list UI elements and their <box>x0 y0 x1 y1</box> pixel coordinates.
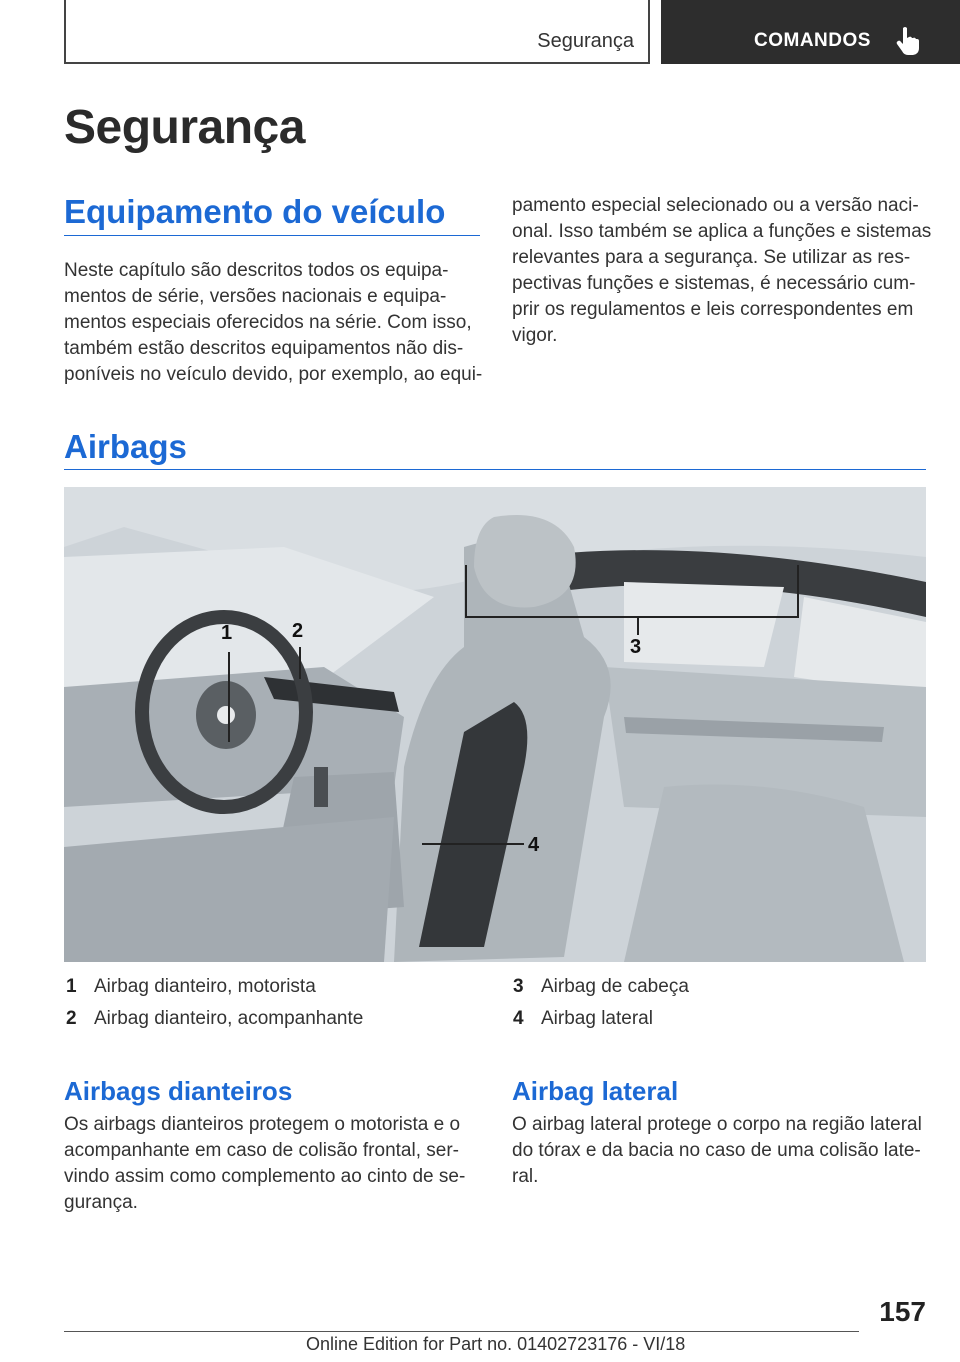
legend-item <box>66 1003 363 1035</box>
text-line: gurança. <box>64 1192 138 1213</box>
legend-item <box>66 971 363 1003</box>
text-line: pamento especial selecionado ou a versão naci‐ <box>512 195 919 216</box>
text-line: também estão descritos equipamentos não dis‐ <box>64 338 464 359</box>
text-line: pectivas funções e sistemas, é necessário cum‐ <box>512 273 916 294</box>
page-number: 157 <box>879 1296 926 1327</box>
legend-text: Airbag lateral <box>541 1008 653 1029</box>
text-line: Neste capítulo são descritos todos os equipa‐ <box>64 260 449 281</box>
legend-left <box>66 971 363 1035</box>
text-line: acompanhante em caso de colisão frontal, ser‐ <box>64 1140 459 1161</box>
text-line: ral. <box>512 1166 539 1187</box>
heading-rule <box>64 469 926 470</box>
lateral-text <box>512 1112 922 1190</box>
text-line: prir os regulamentos e leis correspondentes em <box>512 299 914 320</box>
text-line: O airbag lateral protege o corpo na região lateral <box>512 1114 922 1135</box>
legend-number: 4 <box>513 1008 524 1029</box>
heading-airbags-dianteiros: Airbags dianteiros <box>64 1076 293 1106</box>
text-line: vigor. <box>512 325 558 346</box>
dianteiros-text <box>64 1112 465 1216</box>
pointing-hand-icon <box>895 26 921 56</box>
airbag-illustration <box>64 487 926 962</box>
footer-edition: Online Edition for Part no. 01402723176 - VI/18 <box>306 1334 686 1354</box>
legend-item <box>513 971 689 1003</box>
text-line: vindo assim como complemento ao cinto de se‐ <box>64 1166 466 1187</box>
legend-text: Airbag dianteiro, acompanhante <box>94 1008 364 1029</box>
legend-item <box>513 1003 689 1035</box>
legend-number: 3 <box>513 976 524 997</box>
callout-label: 3 <box>630 636 642 658</box>
header-section-label: Segurança <box>537 30 634 52</box>
text-line: relevantes para a segurança. Se utilizar as res‐ <box>512 247 911 268</box>
heading-equipamento: Equipamento do veículo <box>64 193 446 230</box>
text-line: Os airbags dianteiros protegem o motorista e o <box>64 1114 461 1135</box>
heading-airbags: Airbags <box>64 428 187 465</box>
text-line: do tórax e da bacia no caso de uma colisão late‐ <box>512 1140 921 1161</box>
header-chapter-tab <box>661 0 960 64</box>
legend-right <box>513 971 689 1035</box>
legend-text: Airbag dianteiro, motorista <box>94 976 316 997</box>
callout-label: 2 <box>292 620 304 642</box>
text-line: onal. Isso também se aplica a funções e sistemas <box>512 221 932 242</box>
equipamento-col1 <box>64 258 482 388</box>
text-line: mentos especiais oferecidos na série. Com isso, <box>64 312 472 333</box>
legend-number: 1 <box>66 976 77 997</box>
text-line: poníveis no veículo devido, por exemplo, ao equi‐ <box>64 364 483 385</box>
callout-label: 1 <box>221 622 233 644</box>
page-title: Segurança <box>64 101 305 154</box>
callout-label: 4 <box>528 834 540 856</box>
legend-text: Airbag de cabeça <box>541 976 689 997</box>
legend-number: 2 <box>66 1008 77 1029</box>
header-section-box <box>64 0 650 64</box>
header-chapter-label: COMANDOS <box>754 30 871 51</box>
text-line: mentos de série, versões nacionais e equipa‐ <box>64 286 447 307</box>
equipamento-col2 <box>512 193 931 349</box>
heading-rule <box>64 235 480 236</box>
heading-airbag-lateral: Airbag lateral <box>512 1076 679 1106</box>
footer-rule <box>64 1331 859 1332</box>
